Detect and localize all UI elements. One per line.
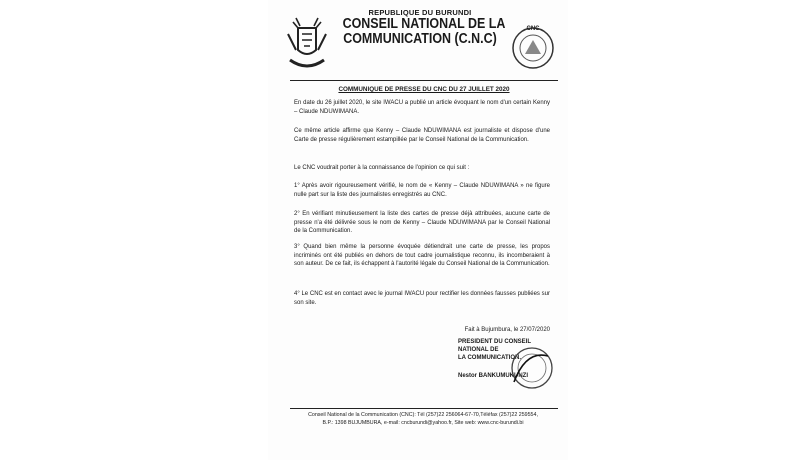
footer-line-2: B.P.: 1398 BUJUMBURA, e-mail: cncburundi@yahoo.fr, Site web: www.cnc-burundi.bi bbox=[322, 419, 524, 426]
republic-label: REPUBLIQUE DU BURUNDI bbox=[368, 8, 472, 17]
paragraph-4: 1° Après avoir rigoureusement vérifié, le nom de « Kenny – Claude NDUWIMANA » ne figure nulle part sur la liste des journalistes enregistrés au CNC. bbox=[294, 183, 550, 198]
footer bbox=[290, 412, 556, 427]
signatory-title-2: LA COMMUNICATION. bbox=[458, 355, 521, 361]
footer-divider bbox=[290, 408, 558, 409]
official-stamp-icon bbox=[508, 342, 554, 392]
org-name-line1: CONSEIL NATIONAL DE LA bbox=[342, 16, 506, 32]
place-date: Fait à Bujumbura, le 27/07/2020 bbox=[464, 327, 550, 333]
signatory-name: Nestor BANKUMUKUNZI bbox=[458, 373, 528, 379]
paragraph-2: Ce même article affirme que Kenny – Claude NDUWIMANA est journaliste et dispose d'une Carte de presse régulièrement estampillée par le Conseil National de la Communication. bbox=[294, 128, 550, 143]
seal-text: CNC bbox=[526, 26, 540, 32]
header-divider bbox=[290, 80, 558, 81]
cnc-seal bbox=[511, 24, 555, 72]
paragraph-3: Le CNC voudrait porter à la connaissance de l'opinion ce qui suit : bbox=[294, 165, 470, 171]
signatory-title-1: PRESIDENT DU CONSEIL NATIONAL DE bbox=[458, 339, 531, 353]
org-name-line2: COMMUNICATION (C.N.C) bbox=[343, 31, 497, 47]
footer-line-1: Conseil National de la Communication (CNC): Tél (257)22 256064-67-70,Téléfax (257)22 259554, bbox=[308, 412, 538, 418]
paragraph-5: 2° En vérifiant minutieusement la liste des cartes de presse déjà attribuées, aucune carte de presse n'a été délivrée sous le nom de Kenny – Claude NDUWIMANA par le Conseil National de la Communication. bbox=[294, 211, 550, 235]
paragraph-6: 3° Quand bien même la personne évoquée détiendrait une carte de presse, les propos incriminés ont été publiés en dehors de tout cadre journalistique reconnu, ils incomberaient à son auteur. De ce fait, ils échappent à l'autorité légale du Conseil National de la Communication. bbox=[294, 244, 550, 268]
paragraph-1: En date du 26 juillet 2020, le site IWACU a publié un article évoquant le nom d'un certain Kenny – Claude NDUWIMANA. bbox=[294, 100, 550, 115]
letterhead bbox=[330, 8, 510, 47]
coat-of-arms-icon bbox=[284, 14, 330, 76]
paragraph-7: 4° Le CNC est en contact avec le journal IWACU pour rectifier les données fausses publiées sur son site. bbox=[294, 291, 550, 306]
communique-title: COMMUNIQUE DE PRESSE DU CNC DU 27 JUILLET 2020 bbox=[338, 86, 510, 93]
